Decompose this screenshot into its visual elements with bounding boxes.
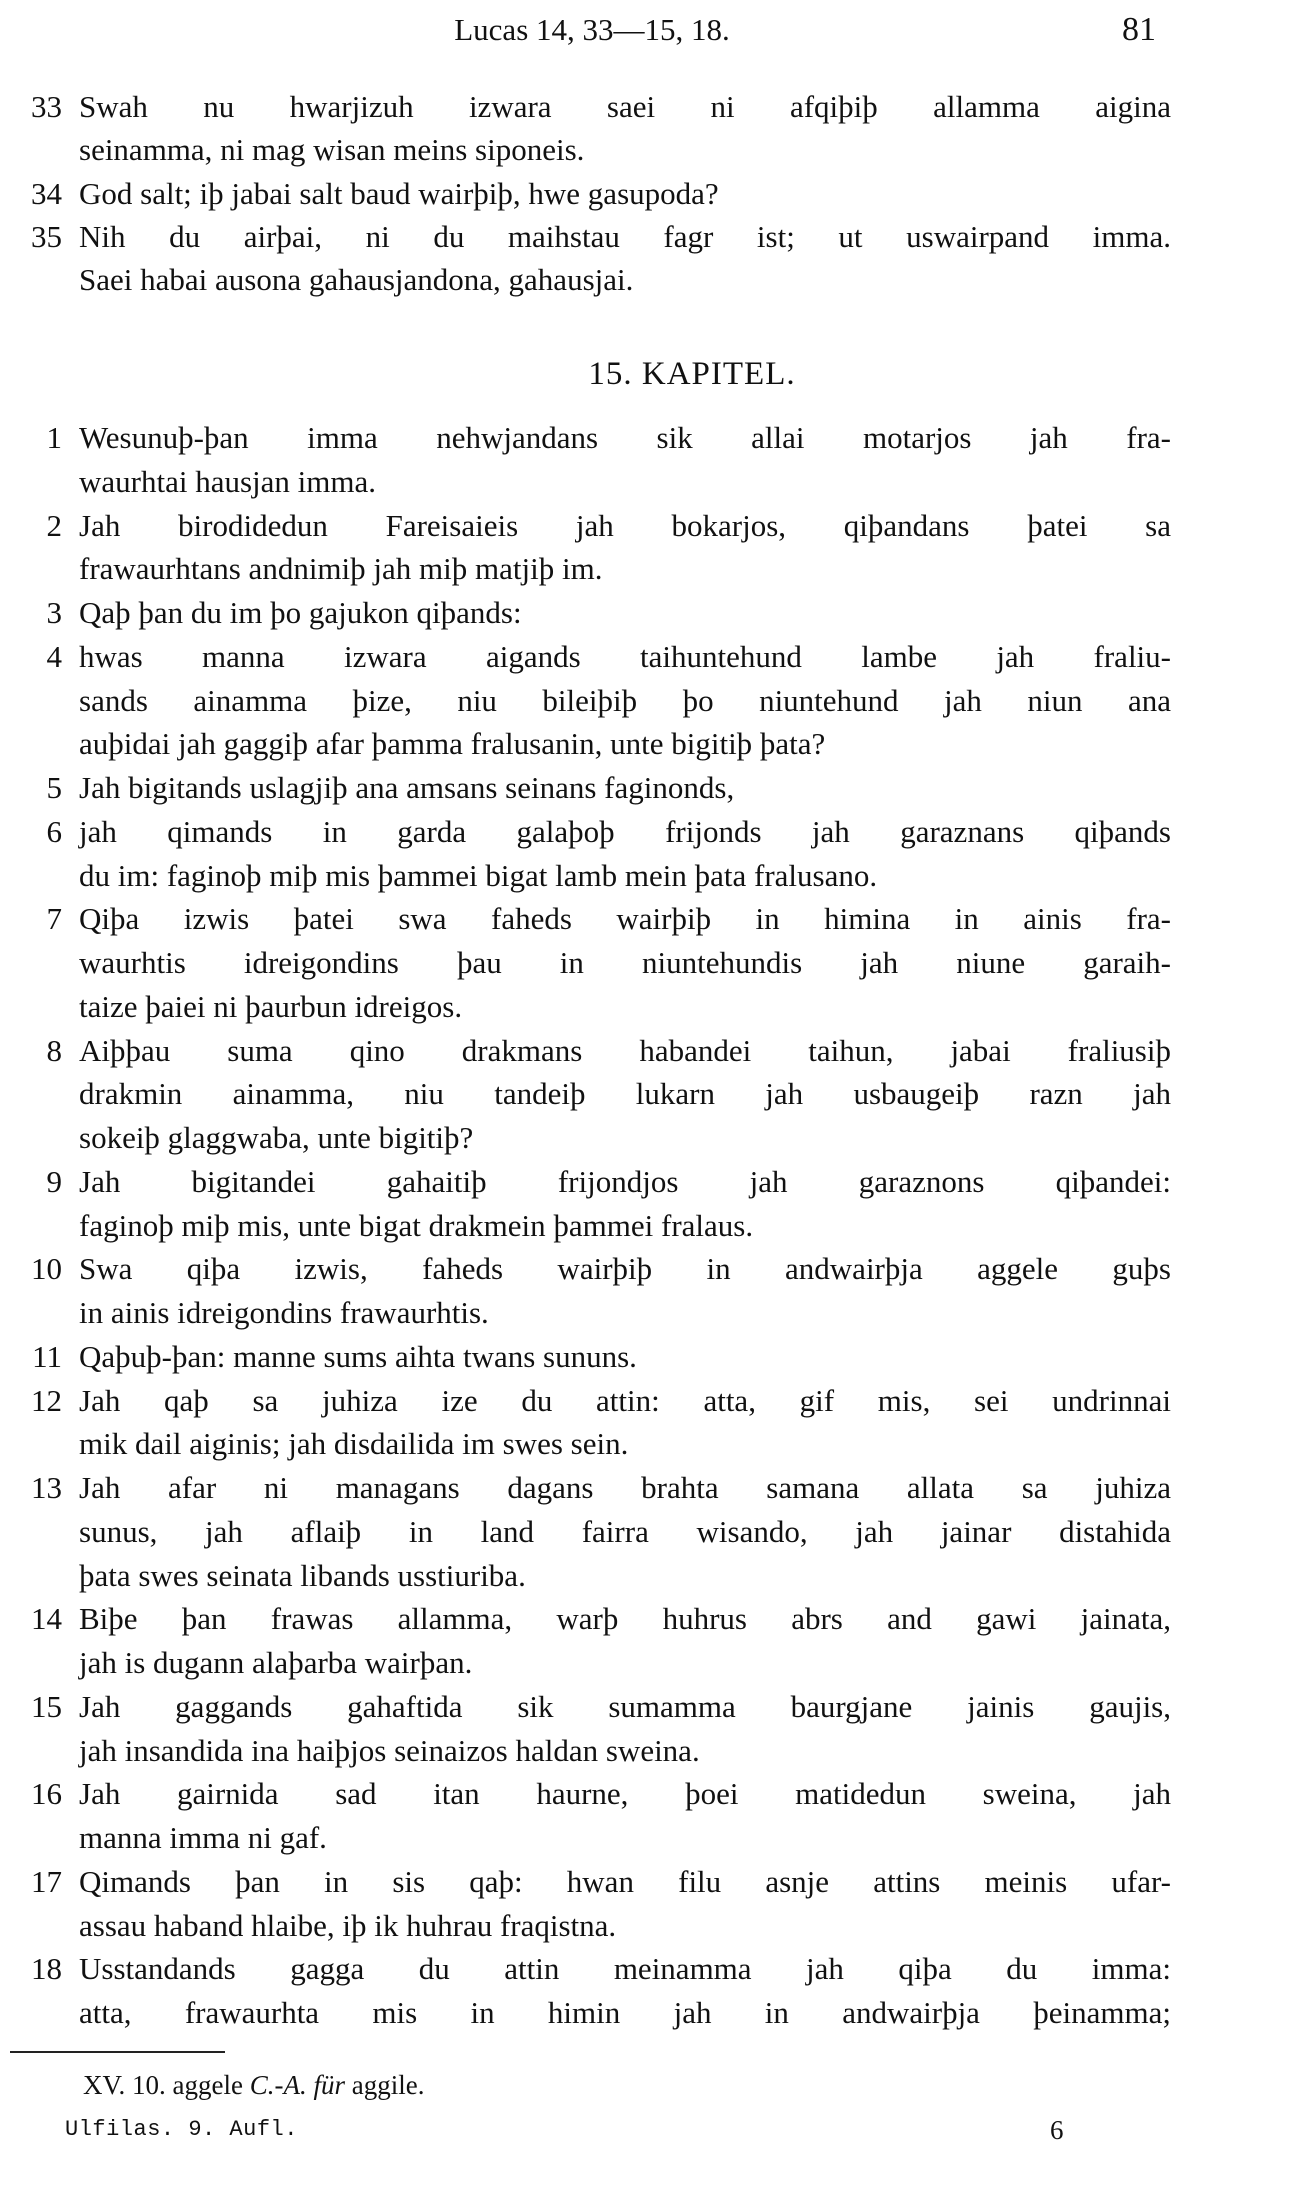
- chapter-heading: 15. KAPITEL.: [588, 356, 796, 392]
- footnote-ref: XV. 10. aggele: [83, 2070, 243, 2100]
- verse-line: hwas manna izwara aigands taihuntehund lambe jah fraliu-: [79, 639, 1171, 674]
- verse-line: Qaþ þan du im þo gajukon qiþands:: [79, 595, 522, 630]
- footnote-reading: aggile.: [351, 2070, 425, 2100]
- verse-number: 1: [46, 420, 62, 455]
- verse-number: 33: [31, 89, 62, 124]
- verse-line: Qiþa izwis þatei swa faheds wairþiþ in himina in ainis fra-: [79, 901, 1171, 936]
- verse-line: atta, frawaurhta mis in himin jah in andwairþja þeinamma;: [79, 1995, 1171, 2030]
- verse-line: frawaurhtans andnimiþ jah miþ matjiþ im.: [79, 551, 603, 586]
- verse-line: sunus, jah aflaiþ in land fairra wisando, jah jainar distahida: [79, 1514, 1171, 1549]
- verse-line: waurhtai hausjan imma.: [79, 464, 376, 499]
- verse-line: Jah bigitandei gahaitiþ frijondjos jah garaznons qiþandei:: [79, 1164, 1171, 1199]
- running-title: Lucas 14, 33—15, 18.: [454, 12, 730, 47]
- verse-number: 4: [46, 639, 62, 674]
- page-number: 81: [1122, 11, 1156, 48]
- verse-line: Swa qiþa izwis, faheds wairþiþ in andwairþja aggele guþs: [79, 1251, 1171, 1286]
- verse-line: waurhtis idreigondins þau in niuntehundis jah niune garaih-: [79, 945, 1171, 980]
- verse-number: 9: [46, 1164, 62, 1199]
- footnote-divider: [10, 2051, 225, 2053]
- verse-line: Nih du airþai, ni du maihstau fagr ist; ut uswairpand imma.: [79, 219, 1171, 254]
- verse-line: Wesunuþ-þan imma nehwjandans sik allai motarjos jah fra-: [79, 420, 1171, 455]
- verse-line: du im: faginoþ miþ mis þammei bigat lamb mein þata fralusano.: [79, 858, 878, 893]
- verse-number: 3: [46, 595, 62, 630]
- signature-number: 6: [1050, 2115, 1064, 2145]
- footnote-source: C.-A.: [249, 2070, 307, 2100]
- verse-number: 35: [31, 219, 62, 254]
- verse-line: Usstandands gagga du attin meinamma jah qiþa du imma:: [79, 1951, 1171, 1986]
- verse-number: 18: [31, 1951, 62, 1986]
- verse-number: 5: [46, 770, 62, 805]
- verse-line: Jah gaggands gahaftida sik sumamma baurgjane jainis gaujis,: [79, 1689, 1171, 1724]
- verse-number: 15: [31, 1689, 62, 1724]
- verse-number: 11: [32, 1339, 62, 1374]
- verse-line: Jah afar ni managans dagans brahta samana allata sa juhiza: [79, 1470, 1171, 1505]
- verse-line: Swah nu hwarjizuh izwara saei ni afqiþiþ allamma aigina: [79, 89, 1171, 124]
- verse-number: 6: [46, 814, 62, 849]
- verse-line: jah qimands in garda galaþoþ frijonds jah garaznans qiþands: [79, 814, 1171, 849]
- footnote: [83, 2066, 424, 2104]
- verse-number: 14: [31, 1601, 62, 1636]
- verse-line: Qaþuþ-þan: manne sums aihta twans sununs.: [79, 1339, 637, 1374]
- verse-line: Biþe þan frawas allamma, warþ huhrus abrs and gawi jainata,: [79, 1601, 1171, 1636]
- verse-number: 2: [46, 508, 62, 543]
- footnote-fuer: für: [313, 2070, 345, 2100]
- verse-line: in ainis idreigondins frawaurhtis.: [79, 1295, 489, 1330]
- verse-number: 8: [46, 1033, 62, 1068]
- verse-line: assau haband hlaibe, iþ ik huhrau fraqistna.: [79, 1908, 617, 1943]
- verse-line: sands ainamma þize, niu bileiþiþ þo niuntehund jah niun ana: [79, 683, 1171, 718]
- verse-line: taize þaiei ni þaurbun idreigos.: [79, 989, 463, 1024]
- verse-line: seinamma, ni mag wisan meins siponeis.: [79, 132, 585, 167]
- verse-number: 13: [31, 1470, 62, 1505]
- verse-line: Jah birodidedun Fareisaieis jah bokarjos, qiþandans þatei sa: [79, 508, 1171, 543]
- verse-line: God salt; iþ jabai salt baud wairþiþ, hwe gasupoda?: [79, 176, 719, 211]
- verse-line: drakmin ainamma, niu tandeiþ lukarn jah usbaugeiþ razn jah: [79, 1076, 1171, 1111]
- verse-line: jah insandida ina haiþjos seinaizos haldan sweina.: [79, 1733, 700, 1768]
- verse-line: sokeiþ glaggwaba, unte bigitiþ?: [79, 1120, 474, 1155]
- verse-line: Jah gairnida sad itan haurne, þoei matidedun sweina, jah: [79, 1776, 1171, 1811]
- verse-line: Qimands þan in sis qaþ: hwan filu asnje attins meinis ufar-: [79, 1864, 1171, 1899]
- verse-line: manna imma ni gaf.: [79, 1820, 327, 1855]
- verse-number: 34: [31, 176, 62, 211]
- verse-number: 12: [31, 1383, 62, 1418]
- signature-mark: Ulfilas. 9. Aufl.: [65, 2117, 298, 2142]
- verse-number: 7: [46, 901, 62, 936]
- verse-line: mik dail aiginis; jah disdailida im swes sein.: [79, 1426, 629, 1461]
- verse-line: Aiþþau suma qino drakmans habandei taihun, jabai fraliusiþ: [79, 1033, 1171, 1068]
- verse-line: þata swes seinata libands usstiuriba.: [79, 1558, 526, 1593]
- verse-line: faginoþ miþ mis, unte bigat drakmein þammei fralaus.: [79, 1208, 754, 1243]
- verse-line: auþidai jah gaggiþ afar þamma fralusanin, unte bigitiþ þata?: [79, 726, 826, 761]
- verse-number: 10: [31, 1251, 62, 1286]
- verse-number: 17: [31, 1864, 62, 1899]
- verse-line: Jah qaþ sa juhiza ize du attin: atta, gif mis, sei undrinnai: [79, 1383, 1171, 1418]
- verse-number: 16: [31, 1776, 62, 1811]
- verse-line: Jah bigitands uslagjiþ ana amsans seinans faginonds,: [79, 770, 735, 805]
- verse-line: jah is dugann alaþarba wairþan.: [79, 1645, 473, 1680]
- verse-line: Saei habai ausona gahausjandona, gahausjai.: [79, 262, 634, 297]
